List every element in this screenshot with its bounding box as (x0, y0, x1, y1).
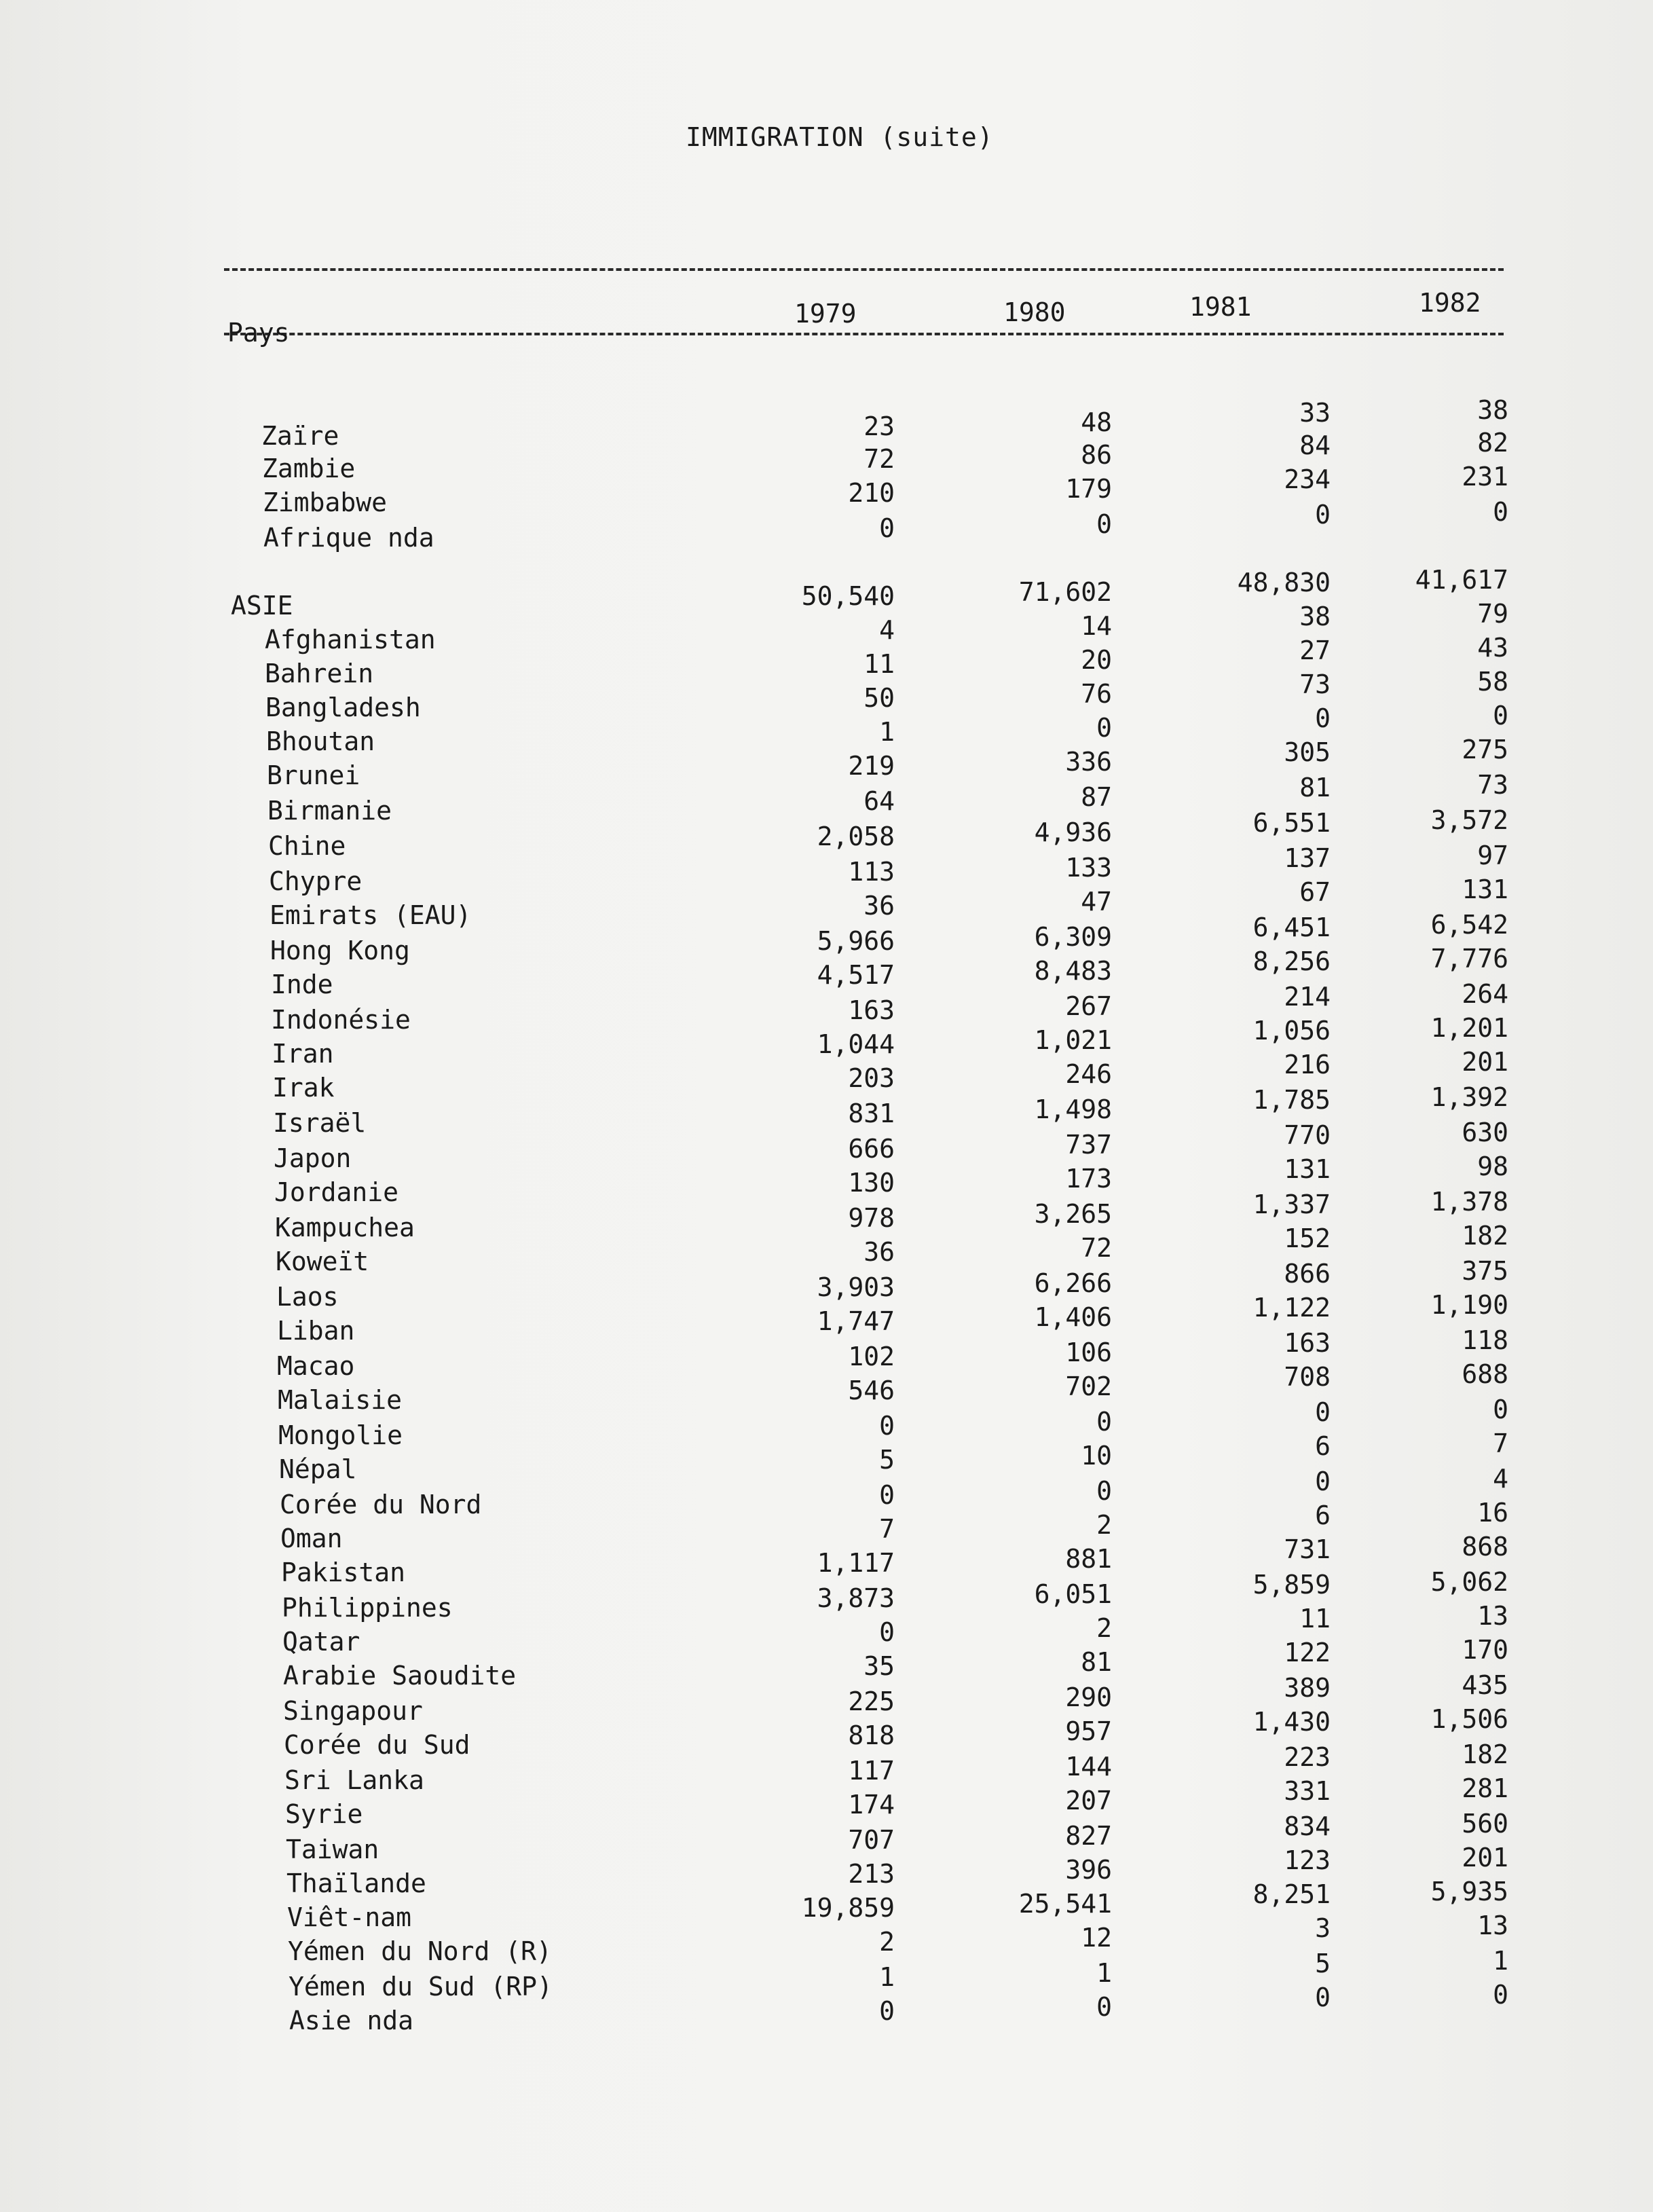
value-1981: 33 (1299, 398, 1331, 428)
country-name: Afrique nda (263, 523, 434, 553)
value-1980: 81 (1081, 1647, 1112, 1677)
value-1980: 71,602 (1018, 577, 1112, 607)
value-1982: 281 (1462, 1773, 1508, 1803)
column-header-1981: 1981 (1189, 292, 1252, 322)
country-name: Sri Lanka (284, 1765, 424, 1795)
value-1980: 10 (1081, 1441, 1112, 1471)
value-1979: 3,903 (817, 1272, 895, 1302)
country-name: Thaïlande (286, 1868, 426, 1898)
value-1979: 818 (848, 1720, 895, 1750)
country-name: Japon (274, 1143, 352, 1173)
value-1982: 3,572 (1430, 805, 1508, 835)
country-name: Emirats (EAU) (270, 900, 472, 930)
country-name: Bangladesh (265, 693, 421, 722)
value-1980: 957 (1065, 1716, 1112, 1746)
value-1979: 50,540 (801, 581, 895, 611)
value-1982: 182 (1462, 1221, 1508, 1251)
value-1980: 87 (1081, 782, 1112, 812)
country-name: Chypre (269, 866, 363, 896)
value-1982: 131 (1462, 874, 1508, 904)
value-1982: 375 (1462, 1256, 1508, 1286)
value-1980: 336 (1065, 747, 1112, 777)
value-1981: 0 (1315, 500, 1331, 530)
value-1981: 866 (1284, 1259, 1331, 1289)
value-1981: 38 (1299, 602, 1331, 631)
country-name: Jordanie (274, 1177, 399, 1207)
value-1981: 331 (1284, 1776, 1331, 1806)
value-1980: 1 (1096, 1958, 1112, 1988)
value-1980: 267 (1065, 991, 1112, 1021)
value-1980: 2 (1096, 1510, 1112, 1540)
value-1981: 8,256 (1252, 946, 1331, 976)
value-1979: 4,517 (817, 960, 895, 990)
value-1979: 64 (863, 786, 895, 816)
country-name: Laos (276, 1282, 339, 1312)
page-title: IMMIGRATION (suite) (686, 122, 994, 152)
value-1980: 6,051 (1034, 1579, 1112, 1609)
value-1982: 5,062 (1430, 1567, 1508, 1597)
region-heading: ASIE (231, 591, 293, 621)
value-1979: 210 (848, 478, 895, 508)
value-1981: 0 (1315, 1467, 1331, 1496)
value-1979: 1 (879, 1962, 895, 1992)
value-1982: 82 (1477, 428, 1508, 458)
value-1980: 0 (1096, 509, 1112, 539)
value-1980: 8,483 (1034, 956, 1112, 986)
country-name: Pakistan (281, 1557, 406, 1587)
value-1981: 223 (1284, 1742, 1331, 1772)
value-1982: 7,776 (1430, 944, 1508, 974)
country-name: Syrie (285, 1799, 363, 1829)
country-name: Inde (271, 970, 333, 999)
value-1981: 216 (1284, 1050, 1331, 1080)
value-1981: 48,830 (1237, 568, 1331, 597)
value-1982: 1 (1493, 1946, 1508, 1976)
table-rule-header-bottom (224, 333, 1504, 335)
value-1979: 0 (879, 1996, 895, 2026)
value-1982: 435 (1462, 1670, 1508, 1700)
value-1980: 14 (1081, 611, 1112, 641)
country-name: Singapour (283, 1696, 423, 1726)
value-1980: 246 (1065, 1059, 1112, 1089)
value-1982: 73 (1477, 770, 1508, 800)
value-1981: 81 (1299, 773, 1331, 803)
value-1982: 79 (1477, 599, 1508, 629)
country-name: Qatar (282, 1627, 360, 1657)
value-1980: 3,265 (1034, 1199, 1112, 1229)
value-1981: 84 (1299, 430, 1331, 460)
value-1979: 707 (848, 1825, 895, 1855)
country-name: Arabie Saoudite (283, 1661, 517, 1691)
value-1982: 0 (1493, 701, 1508, 731)
value-1980: 12 (1081, 1923, 1112, 1953)
value-1979: 2 (879, 1927, 895, 1957)
value-1980: 207 (1065, 1786, 1112, 1815)
value-1980: 702 (1065, 1371, 1112, 1401)
value-1981: 214 (1284, 982, 1331, 1012)
value-1981: 5 (1315, 1949, 1331, 1978)
value-1982: 231 (1462, 462, 1508, 492)
value-1979: 72 (863, 444, 895, 474)
value-1980: 6,309 (1034, 922, 1112, 952)
value-1981: 708 (1284, 1362, 1331, 1392)
value-1980: 0 (1096, 1476, 1112, 1506)
value-1982: 98 (1477, 1151, 1508, 1181)
country-name: Bahrein (265, 659, 374, 688)
value-1980: 1,498 (1034, 1094, 1112, 1124)
value-1982: 7 (1493, 1428, 1508, 1458)
column-header-country: Pays (227, 318, 290, 348)
country-name: Irak (272, 1073, 335, 1103)
value-1981: 0 (1315, 1983, 1331, 2012)
value-1982: 5,935 (1430, 1877, 1508, 1906)
value-1979: 0 (879, 1480, 895, 1510)
value-1979: 2,058 (817, 822, 895, 851)
value-1981: 152 (1284, 1223, 1331, 1253)
value-1982: 118 (1462, 1325, 1508, 1355)
value-1982: 1,506 (1430, 1704, 1508, 1734)
country-name: Corée du Sud (284, 1730, 470, 1760)
country-name: Indonésie (271, 1005, 411, 1035)
value-1979: 5,966 (817, 926, 895, 956)
value-1981: 834 (1284, 1811, 1331, 1841)
value-1980: 1,021 (1034, 1025, 1112, 1055)
value-1980: 76 (1081, 679, 1112, 709)
country-name: Hong Kong (270, 936, 410, 965)
value-1981: 11 (1299, 1604, 1331, 1634)
value-1981: 27 (1299, 635, 1331, 665)
value-1979: 163 (848, 995, 895, 1025)
value-1980: 25,541 (1018, 1889, 1112, 1919)
country-name: Birmanie (267, 796, 392, 826)
value-1979: 19,859 (801, 1893, 895, 1923)
value-1981: 1,337 (1252, 1190, 1331, 1219)
country-name: Afghanistan (265, 625, 436, 655)
value-1982: 1,190 (1430, 1290, 1508, 1320)
value-1982: 6,542 (1430, 910, 1508, 940)
value-1979: 0 (879, 1617, 895, 1647)
country-name: Philippines (282, 1593, 453, 1623)
column-header-1979: 1979 (794, 299, 857, 329)
value-1980: 2 (1096, 1613, 1112, 1643)
value-1982: 688 (1462, 1359, 1508, 1389)
value-1982: 0 (1493, 497, 1508, 527)
value-1979: 831 (848, 1099, 895, 1128)
value-1981: 1,430 (1252, 1707, 1331, 1737)
country-name: Viêt-nam (287, 1902, 412, 1932)
value-1979: 35 (863, 1651, 895, 1681)
value-1982: 13 (1477, 1601, 1508, 1631)
country-name: Zaïre (261, 421, 339, 451)
value-1982: 182 (1462, 1739, 1508, 1769)
value-1982: 97 (1477, 841, 1508, 870)
value-1982: 43 (1477, 633, 1508, 663)
value-1982: 264 (1462, 979, 1508, 1009)
value-1981: 6 (1315, 1500, 1331, 1530)
value-1981: 131 (1284, 1154, 1331, 1184)
value-1981: 6,551 (1252, 808, 1331, 838)
country-name: Corée du Nord (280, 1490, 482, 1519)
value-1979: 213 (848, 1859, 895, 1889)
value-1981: 3 (1315, 1913, 1331, 1943)
value-1982: 13 (1477, 1911, 1508, 1940)
value-1981: 163 (1284, 1328, 1331, 1358)
country-name: Mongolie (278, 1420, 403, 1450)
value-1981: 6,451 (1252, 913, 1331, 942)
value-1980: 827 (1065, 1821, 1112, 1851)
value-1979: 1,117 (817, 1548, 895, 1578)
value-1982: 868 (1462, 1532, 1508, 1562)
value-1980: 86 (1081, 440, 1112, 470)
value-1981: 123 (1284, 1845, 1331, 1875)
value-1980: 48 (1081, 407, 1112, 437)
value-1979: 666 (848, 1134, 895, 1164)
value-1980: 0 (1096, 1407, 1112, 1437)
value-1980: 133 (1065, 853, 1112, 883)
country-name: Bhoutan (266, 726, 375, 756)
value-1982: 201 (1462, 1047, 1508, 1077)
country-name: Oman (280, 1524, 343, 1553)
value-1981: 8,251 (1252, 1879, 1331, 1909)
value-1979: 7 (879, 1514, 895, 1544)
value-1982: 0 (1493, 1395, 1508, 1424)
value-1981: 770 (1284, 1120, 1331, 1150)
country-name: Macao (277, 1351, 355, 1381)
value-1979: 0 (879, 513, 895, 543)
value-1979: 36 (863, 891, 895, 921)
value-1979: 1,044 (817, 1029, 895, 1059)
value-1979: 174 (848, 1790, 895, 1820)
value-1981: 234 (1284, 464, 1331, 494)
column-header-1980: 1980 (1003, 297, 1066, 327)
value-1979: 4 (879, 615, 895, 645)
value-1979: 978 (848, 1203, 895, 1233)
value-1980: 290 (1065, 1682, 1112, 1712)
value-1982: 170 (1462, 1635, 1508, 1665)
value-1981: 5,859 (1252, 1570, 1331, 1600)
country-name: Brunei (267, 760, 360, 790)
value-1981: 122 (1284, 1638, 1331, 1667)
country-name: Zimbabwe (263, 487, 388, 517)
value-1979: 5 (879, 1445, 895, 1475)
value-1979: 3,873 (817, 1583, 895, 1613)
value-1981: 1,056 (1252, 1016, 1331, 1046)
table-rule-top (224, 268, 1504, 271)
country-name: Taiwan (286, 1835, 379, 1864)
value-1980: 0 (1096, 1992, 1112, 2022)
value-1980: 20 (1081, 645, 1112, 675)
value-1980: 1,406 (1034, 1302, 1112, 1332)
value-1979: 225 (848, 1686, 895, 1716)
value-1982: 41,617 (1415, 565, 1508, 595)
value-1979: 117 (848, 1756, 895, 1786)
value-1979: 11 (863, 649, 895, 679)
value-1982: 1,392 (1430, 1082, 1508, 1112)
country-name: Kampuchea (275, 1213, 415, 1242)
country-name: Liban (277, 1316, 355, 1346)
value-1981: 137 (1284, 843, 1331, 873)
value-1980: 737 (1065, 1130, 1112, 1160)
value-1979: 23 (863, 411, 895, 441)
country-name: Yémen du Nord (R) (288, 1936, 552, 1966)
value-1982: 201 (1462, 1843, 1508, 1873)
value-1979: 203 (848, 1063, 895, 1093)
country-name: Yémen du Sud (RP) (289, 1972, 553, 2002)
value-1982: 1,201 (1430, 1013, 1508, 1043)
value-1982: 0 (1493, 1980, 1508, 2010)
value-1981: 389 (1284, 1673, 1331, 1703)
country-name: Asie nda (289, 2006, 414, 2035)
value-1981: 6 (1315, 1431, 1331, 1461)
value-1979: 546 (848, 1376, 895, 1405)
value-1981: 0 (1315, 1397, 1331, 1427)
value-1980: 106 (1065, 1338, 1112, 1367)
value-1980: 179 (1065, 474, 1112, 504)
value-1980: 396 (1065, 1855, 1112, 1885)
value-1980: 47 (1081, 887, 1112, 917)
column-header-1982: 1982 (1419, 288, 1481, 318)
value-1979: 219 (848, 751, 895, 781)
country-name: Zambie (262, 454, 356, 483)
value-1979: 36 (863, 1237, 895, 1267)
value-1979: 102 (848, 1342, 895, 1371)
value-1979: 1,747 (817, 1306, 895, 1336)
value-1981: 73 (1299, 669, 1331, 699)
value-1980: 881 (1065, 1544, 1112, 1574)
country-name: Koweït (276, 1247, 369, 1276)
value-1979: 130 (848, 1168, 895, 1198)
value-1982: 275 (1462, 735, 1508, 764)
value-1980: 6,266 (1034, 1268, 1112, 1298)
value-1981: 1,122 (1252, 1293, 1331, 1323)
value-1980: 173 (1065, 1164, 1112, 1194)
value-1979: 50 (863, 683, 895, 713)
value-1981: 731 (1284, 1534, 1331, 1564)
country-name: Népal (279, 1454, 357, 1484)
value-1981: 1,785 (1252, 1085, 1331, 1115)
value-1982: 58 (1477, 667, 1508, 697)
value-1982: 16 (1477, 1498, 1508, 1528)
country-name: Chine (268, 831, 346, 861)
value-1979: 113 (848, 857, 895, 887)
value-1982: 630 (1462, 1118, 1508, 1147)
value-1979: 0 (879, 1411, 895, 1441)
country-name: Malaisie (278, 1385, 403, 1415)
value-1982: 560 (1462, 1809, 1508, 1839)
value-1982: 38 (1477, 395, 1508, 425)
value-1980: 0 (1096, 713, 1112, 743)
value-1980: 4,936 (1034, 817, 1112, 847)
value-1980: 72 (1081, 1233, 1112, 1263)
country-name: Israël (273, 1108, 367, 1138)
value-1981: 0 (1315, 703, 1331, 733)
value-1980: 144 (1065, 1752, 1112, 1782)
value-1981: 305 (1284, 737, 1331, 767)
value-1979: 1 (879, 717, 895, 747)
country-name: Iran (272, 1039, 334, 1069)
value-1981: 67 (1299, 877, 1331, 907)
value-1982: 4 (1493, 1464, 1508, 1494)
value-1982: 1,378 (1430, 1187, 1508, 1217)
